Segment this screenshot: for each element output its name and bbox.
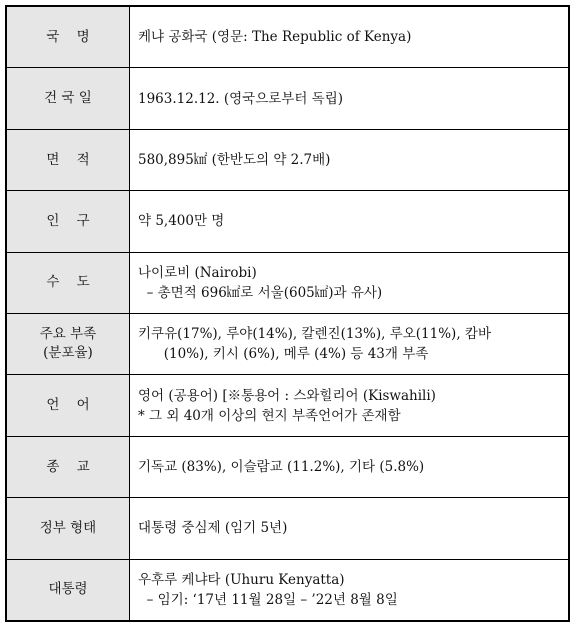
row-value (130, 130, 568, 190)
label-text: (분포율) (43, 345, 93, 362)
row-label (7, 375, 130, 435)
row-area (7, 130, 568, 191)
value-text: * 그 외 40개 이상의 현지 부족언어가 존재함 (138, 407, 401, 424)
row-value (130, 437, 568, 497)
row-value (130, 314, 568, 374)
value-text: 우후루 케냐타 (Uhuru Kenyatta) (138, 571, 345, 588)
row-ethnic-groups (7, 314, 568, 375)
row-value (130, 560, 568, 620)
row-label (7, 130, 130, 190)
row-capital (7, 253, 568, 314)
row-president (7, 560, 568, 620)
row-label (7, 560, 130, 620)
row-label (7, 314, 130, 374)
value-text: (10%), 키시 (6%), 메루 (4%) 등 43개 부족 (138, 346, 429, 363)
row-government (7, 498, 568, 559)
value-text: 약 5,400만 명 (138, 213, 225, 230)
row-founding-date (7, 68, 568, 129)
label-text: 정부 형태 (39, 519, 97, 536)
value-text: 케냐 공화국 (영문: The Republic of Kenya) (138, 29, 412, 46)
row-language (7, 375, 568, 436)
label-text: 언 어 (46, 397, 90, 414)
value-text: – 임기: ‘17년 11월 28일 – ’22년 8월 8일 (138, 591, 398, 608)
row-label (7, 437, 130, 497)
row-country-name (7, 7, 568, 68)
label-text: 대통령 (48, 581, 88, 598)
row-label (7, 498, 130, 558)
value-text: 키쿠유(17%), 루야(14%), 칼렌진(13%), 루오(11%), 캄바 (138, 326, 491, 343)
row-religion (7, 437, 568, 498)
value-text: 1963.12.12. (영국으로부터 독립) (138, 90, 344, 107)
label-text: 면 적 (46, 151, 90, 168)
row-label (7, 191, 130, 251)
row-label (7, 253, 130, 313)
country-info-table (5, 5, 570, 622)
value-text: 대통령 중심제 (임기 5년) (138, 520, 288, 537)
row-value (130, 498, 568, 558)
label-text: 인 구 (46, 212, 90, 229)
value-text: 기독교 (83%), 이슬람교 (11.2%), 기타 (5.8%) (138, 459, 425, 476)
label-text: 건 국 일 (44, 90, 92, 107)
value-text: 영어 (공용어) [※통용어 : 스와힐리어 (Kiswahili) (138, 387, 436, 404)
value-text: 580,895㎢ (한반도의 약 2.7배) (138, 152, 331, 169)
row-value (130, 375, 568, 435)
row-label (7, 68, 130, 128)
row-label (7, 7, 130, 67)
label-text: 종 교 (46, 458, 90, 475)
row-value (130, 68, 568, 128)
label-text: 수 도 (46, 274, 90, 291)
label-text: 국 명 (46, 28, 90, 45)
row-value (130, 7, 568, 67)
label-text: 주요 부족 (39, 326, 97, 343)
value-text: 나이로비 (Nairobi) (138, 264, 257, 281)
row-value (130, 253, 568, 313)
row-population (7, 191, 568, 252)
row-value (130, 191, 568, 251)
value-text: – 총면적 696㎢로 서울(605㎢)과 유사) (138, 284, 383, 301)
